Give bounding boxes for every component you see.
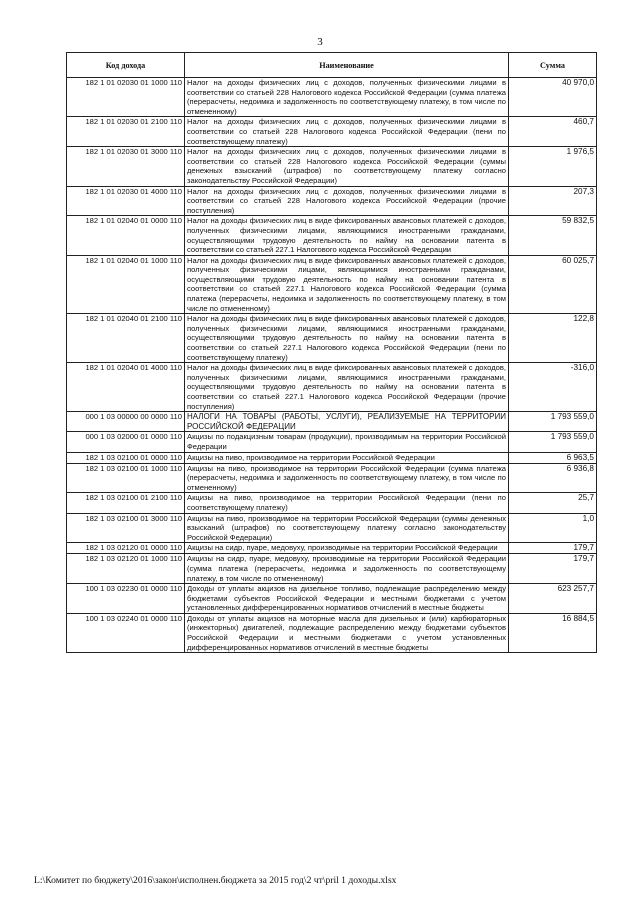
sum-cell: 1,0	[509, 513, 597, 543]
sum-cell: 25,7	[509, 493, 597, 513]
sum-cell: 1 793 559,0	[509, 412, 597, 432]
sum-cell: 179,7	[509, 554, 597, 584]
table-row	[67, 463, 597, 493]
income-table	[66, 52, 597, 653]
name-cell: Налог на доходы физических лиц с доходов, полученных физическими лицами в соответствии со статьей 228 Налогового кодекса Российской Федерации (суммы денежных взысканий (штрафов) по соответствующему платежу согласно законодательству Российской Федерации)	[185, 147, 509, 186]
name-cell: Налог на доходы физических лиц в виде фиксированных авансовых платежей с доходов, полученных физическими лицами, являющимися иностранными гражданами, осуществляющими трудовую деятельность по найму на основании патента в соответствии со статьей 227.1 Налогового кодекса Российской Федерации	[185, 216, 509, 255]
header-code: Код дохода	[67, 53, 185, 78]
name-cell: Акцизы на пиво, производимое на территории Российской Федерации	[185, 452, 509, 463]
sum-cell: -316,0	[509, 363, 597, 412]
sum-cell: 59 832,5	[509, 216, 597, 255]
code-cell: 182 1 01 02040 01 4000 110	[67, 363, 185, 412]
page-number: 3	[317, 36, 323, 48]
name-cell: Налог на доходы физических лиц с доходов, полученных физическими лицами в соответствии со статьей 228 Налогового кодекса Российской Федерации (прочие поступления)	[185, 186, 509, 216]
code-cell: 182 1 01 02030 01 4000 110	[67, 186, 185, 216]
sum-cell: 179,7	[509, 543, 597, 554]
code-cell: 000 1 03 02000 01 0000 110	[67, 432, 185, 452]
table-row	[67, 147, 597, 186]
name-cell: НАЛОГИ НА ТОВАРЫ (РАБОТЫ, УСЛУГИ), РЕАЛИЗУЕМЫЕ НА ТЕРРИТОРИИ РОССИЙСКОЙ ФЕДЕРАЦИИ	[185, 412, 509, 432]
name-cell: Акцизы по подакцизным товарам (продукции), производимым на территории Российской Федерации	[185, 432, 509, 452]
table-row	[67, 117, 597, 147]
code-cell: 182 1 01 02040 01 1000 110	[67, 255, 185, 314]
sum-cell: 1 976,5	[509, 147, 597, 186]
sum-cell: 460,7	[509, 117, 597, 147]
table-row	[67, 543, 597, 554]
name-cell: Налог на доходы физических лиц в виде фиксированных авансовых платежей с доходов, полученных физическими лицами, являющимися иностранными гражданами, осуществляющими трудовую деятельность по найму на основании патента в соответствии со статьей 227.1 Налогового кодекса Российской Федерации (пени по соответствующему платежу)	[185, 314, 509, 363]
header-name: Наименование	[185, 53, 509, 78]
sum-cell: 122,8	[509, 314, 597, 363]
table-row	[67, 432, 597, 452]
table-row	[67, 513, 597, 543]
table-row	[67, 255, 597, 314]
table-row	[67, 216, 597, 255]
table-row	[67, 613, 597, 652]
code-cell: 182 1 01 02030 01 3000 110	[67, 147, 185, 186]
name-cell: Налог на доходы физических лиц с доходов, полученных физическими лицами в соответствии со статьей 228 Налогового кодекса Российской Федерации (пени по соответствующему платежу)	[185, 117, 509, 147]
code-cell: 182 1 03 02100 01 2100 110	[67, 493, 185, 513]
table-row	[67, 186, 597, 216]
name-cell: Доходы от уплаты акцизов на дизельное топливо, подлежащие распределению между бюджетами субъектов Российской Федерации и местными бюджетами с учетом установленных дифференцированных нормативов отчислений в местные бюджеты	[185, 584, 509, 614]
table-row	[67, 493, 597, 513]
sum-cell: 40 970,0	[509, 78, 597, 117]
sum-cell: 6 936,8	[509, 463, 597, 493]
sum-cell: 1 793 559,0	[509, 432, 597, 452]
code-cell: 182 1 03 02100 01 3000 110	[67, 513, 185, 543]
code-cell: 182 1 03 02120 01 0000 110	[67, 543, 185, 554]
sum-cell: 60 025,7	[509, 255, 597, 314]
name-cell: Налог на доходы физических лиц в виде фиксированных авансовых платежей с доходов, полученных физическими лицами, являющимися иностранными гражданами, осуществляющими трудовую деятельность по найму на основании патента в соответствии со статьей 227.1 Налогового кодекса Российской Федерации (сумма платежа (перерасчеты, недоимка и задолженность по соответствующему платежу, в том числе по отмененному)	[185, 255, 509, 314]
sum-cell: 16 884,5	[509, 613, 597, 652]
code-cell: 100 1 03 02230 01 0000 110	[67, 584, 185, 614]
name-cell: Акцизы на пиво, производимое на территории Российской Федерации (суммы денежных взысканий (штрафов) по соответствующему платежу согласно законодательству Российской Федерации)	[185, 513, 509, 543]
table-row	[67, 584, 597, 614]
name-cell: Налог на доходы физических лиц с доходов, полученных физическими лицами в соответствии со статьей 228 Налогового кодекса Российской Федерации (сумма платежа (перерасчеты, недоимка и задолженность по соответствующему платежу, в том числе по отмененному)	[185, 78, 509, 117]
file-path-footer: L:\Комитет по бюджету\2016\закон\исполнен.бюджета за 2015 год\2 чт\pril 1 доходы.xlsx	[34, 875, 397, 886]
table-row	[67, 412, 597, 432]
code-cell: 182 1 03 02100 01 1000 110	[67, 463, 185, 493]
table-header-row	[67, 53, 597, 78]
code-cell: 182 1 03 02100 01 0000 110	[67, 452, 185, 463]
table-row	[67, 554, 597, 584]
code-cell: 182 1 01 02030 01 1000 110	[67, 78, 185, 117]
code-cell: 182 1 01 02040 01 0000 110	[67, 216, 185, 255]
table-row	[67, 314, 597, 363]
name-cell: Доходы от уплаты акцизов на моторные масла для дизельных и (или) карбюраторных (инжекторных) двигателей, подлежащие распределению между бюджетами субъектов Российской Федерации и местными бюджетами с учетом установленных дифференцированных нормативов отчислений в местные бюджеты	[185, 613, 509, 652]
name-cell: Акцизы на сидр, пуаре, медовуху, производимые на территории Российской Федерации	[185, 543, 509, 554]
sum-cell: 6 963,5	[509, 452, 597, 463]
table-row	[67, 452, 597, 463]
name-cell: Акцизы на пиво, производимое на территории Российской Федерации (пени по соответствующему платежу)	[185, 493, 509, 513]
code-cell: 182 1 01 02040 01 2100 110	[67, 314, 185, 363]
name-cell: Акцизы на сидр, пуаре, медовуху, производимые на территории Российской Федерации (сумма платежа (перерасчеты, недоимка и задолженность по соответствующему платежу, в том числе по отмененному)	[185, 554, 509, 584]
sum-cell: 207,3	[509, 186, 597, 216]
name-cell: Акцизы на пиво, производимое на территории Российской Федерации (сумма платежа (перерасчеты, недоимка и задолженность по соответствующему платежу, в том числе по отмененному)	[185, 463, 509, 493]
code-cell: 182 1 01 02030 01 2100 110	[67, 117, 185, 147]
table-row	[67, 78, 597, 117]
name-cell: Налог на доходы физических лиц в виде фиксированных авансовых платежей с доходов, полученных физическими лицами, являющимися иностранными гражданами, осуществляющими трудовую деятельность по найму на основании патента в соответствии со статьей 227.1 Налогового кодекса Российской Федерации (прочие поступления)	[185, 363, 509, 412]
code-cell: 182 1 03 02120 01 1000 110	[67, 554, 185, 584]
table-row	[67, 363, 597, 412]
sum-cell: 623 257,7	[509, 584, 597, 614]
code-cell: 100 1 03 02240 01 0000 110	[67, 613, 185, 652]
code-cell: 000 1 03 00000 00 0000 110	[67, 412, 185, 432]
header-sum: Сумма	[509, 53, 597, 78]
